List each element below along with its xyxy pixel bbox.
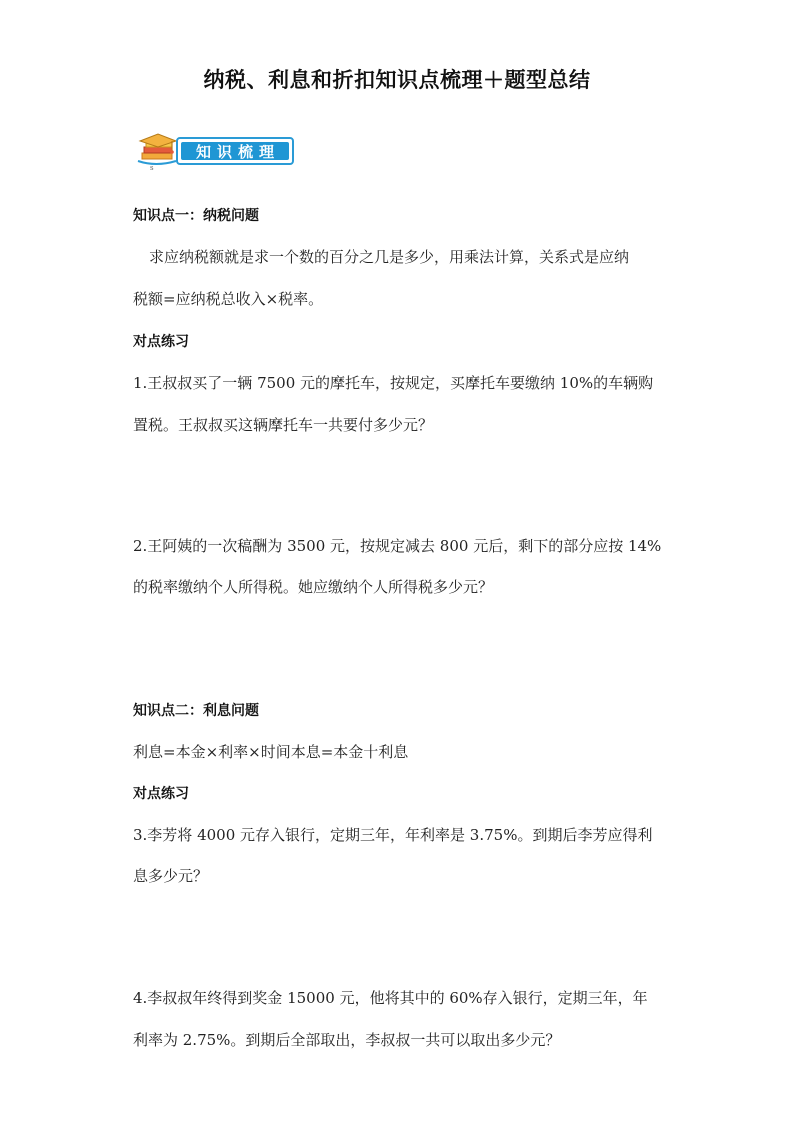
- question-3-line1: 3.李芳将 4000 元存入银行，定期三年，年利率是 3.75%。到期后李芳应得利: [133, 826, 653, 844]
- question-1-line2: 置税。王叔叔买这辆摩托车一共要付多少元？: [133, 416, 434, 434]
- section1-desc-line1: 求应纳税额就是求一个数的百分之几是多少，用乘法计算，关系式是应纳: [149, 248, 630, 266]
- section2-formula: 利息=本金×利率×时间本息=本金十利息: [133, 743, 409, 761]
- knowledge-badge: [136, 131, 300, 169]
- section1-desc-line2: 税额=应纳税总收入×税率。: [133, 290, 324, 308]
- badge-label: 知识梳理: [181, 142, 289, 160]
- question-2-line2: 的税率缴纳个人所得税。她应缴纳个人所得税多少元？: [133, 578, 494, 596]
- question-4-line1: 4.李叔叔年终得到奖金 15000 元，他将其中的 60%存入银行，定期三年，年: [133, 989, 648, 1007]
- badge-mark: s: [150, 164, 154, 172]
- section1-practice: 对点练习: [133, 334, 189, 350]
- page-title: 纳税、利息和折扣知识点梳理＋题型总结: [203, 68, 591, 92]
- badge-frame: [176, 137, 294, 165]
- question-2-line1: 2.王阿姨的一次稿酬为 3500 元，按规定减去 800 元后，剩下的部分应按 14%: [133, 537, 662, 555]
- section1-heading: 知识点一：纳税问题: [133, 208, 259, 224]
- section2-practice: 对点练习: [133, 786, 189, 802]
- question-1-line1: 1.王叔叔买了一辆 7500 元的摩托车，按规定，买摩托车要缴纳 10%的车辆购: [133, 374, 654, 392]
- question-3-line2: 息多少元？: [133, 867, 209, 885]
- section2-heading: 知识点二：利息问题: [133, 703, 259, 719]
- question-4-line2: 利率为 2.75%。到期后全部取出，李叔叔一共可以取出多少元？: [133, 1031, 561, 1049]
